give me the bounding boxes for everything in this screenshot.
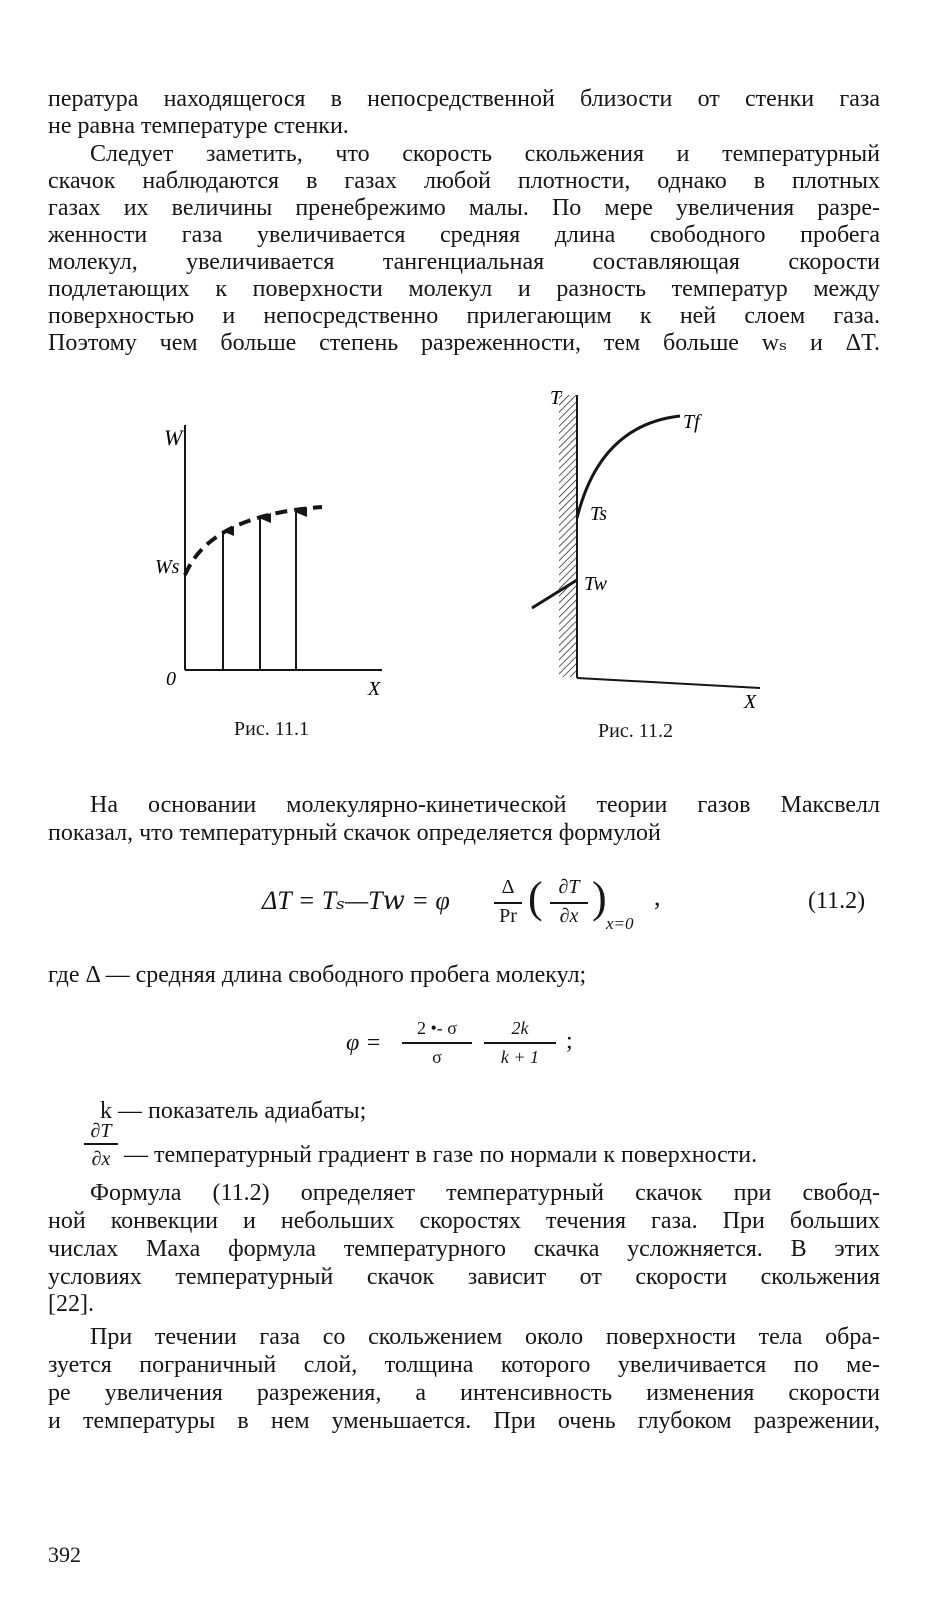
frac-delta-pr [490, 876, 526, 928]
frac-denominator: k + 1 [500, 1047, 540, 1067]
formula-subscript: x=0 [606, 914, 634, 933]
text-line: ной конвекции и небольших скоростях течения газа. При больших [48, 1208, 880, 1234]
text-line: не равна температуре стенки. [48, 113, 349, 139]
text-line: пература находящегося в непосредственной близости от стенки газа [48, 86, 880, 112]
text-line: поверхностью и непосредственно прилегающим к ней слоем газа. [48, 303, 880, 329]
figure-caption: Рис. 11.1 [234, 718, 309, 740]
frac-denominator: ∂x [91, 1148, 111, 1170]
formula-number: (11.2) [808, 888, 866, 914]
paren-close: ) [592, 873, 607, 922]
figure-caption: Рис. 11.2 [598, 720, 673, 742]
text-line: и температуры в нем уменьшается. При очень глубоком разрежении, [48, 1408, 880, 1434]
fig1-label-origin: 0 [166, 668, 176, 690]
fig1-label-w: W [164, 425, 183, 450]
text-line: При течении газа со скольжением около поверхности тела обра- [90, 1324, 880, 1350]
text-line: числах Маха формула температурного скачка усложняется. В этих [48, 1236, 880, 1262]
text-line: подлетающих к поверхности молекул и разность температур между [48, 276, 880, 302]
fig2-label-tw: Tw [584, 573, 607, 595]
text-line: — температурный градиент в газе по нормали к поверхности. [124, 1142, 758, 1168]
frac-numerator: 2 •- σ [417, 1018, 457, 1038]
frac-numerator: ∂T [558, 876, 580, 898]
frac-numerator: ∂T [90, 1120, 112, 1142]
text-line: k — показатель адиабаты; [100, 1098, 367, 1124]
text-line: скачок наблюдаются в газах любой плотности, однако в плотных [48, 168, 880, 194]
fig2-label-ts: Ts [590, 503, 608, 525]
fig1-label-x: X [368, 678, 381, 700]
formula-lhs: ΔT = Tₛ—T𝑤 = φ [262, 886, 450, 915]
phi-semicolon: ; [566, 1028, 573, 1054]
text-line: Формула (11.2) определяет температурный скачок при свобод- [90, 1180, 880, 1206]
fig2-label-tf: Tf [683, 411, 700, 433]
text-line: где Δ — средняя длина свободного пробега молекул; [48, 962, 587, 988]
formula-11-2 [0, 872, 942, 942]
text-line: зуется пограничный слой, толщина которого увеличивается по ме- [48, 1352, 880, 1378]
phi-lhs: φ = [346, 1030, 382, 1056]
paren-open: ( [528, 873, 543, 922]
frac-sigma [402, 1018, 472, 1068]
formula-comma: , [654, 882, 661, 911]
frac-numerator: Δ [501, 876, 515, 898]
text-line: женности газа увеличивается средняя длина свободного пробега [48, 222, 880, 248]
frac-numerator: 2k [511, 1018, 529, 1038]
text-line: молекул, увеличивается тангенциальная составляющая скорости [48, 249, 880, 275]
page-number: 392 [48, 1542, 81, 1567]
text-line: На основании молекулярно-кинетической теории газов Максвелл [90, 792, 880, 818]
formula-phi [0, 1018, 942, 1078]
figure-11-2 [520, 380, 780, 710]
frac-denominator: σ [432, 1047, 442, 1067]
fig2-label-t: T [550, 387, 562, 409]
frac-denominator: ∂x [559, 905, 579, 927]
text-line: газах их величины пренебрежимо малы. По мере увеличения разре- [48, 195, 880, 221]
frac-denominator: Pr [499, 905, 517, 927]
fig1-label-ws: Ws [155, 556, 180, 578]
text-line: Следует заметить, что скорость скольжения и температурный [90, 141, 880, 167]
frac-k [484, 1018, 556, 1068]
text-line: показал, что температурный скачок определяется формулой [48, 820, 661, 846]
figure-11-1 [150, 415, 400, 705]
text-line: Поэтому чем больше степень разреженности, тем больше wₛ и ΔT. [48, 330, 880, 356]
frac-dT-dx [548, 876, 590, 928]
text-line: условиях температурный скачок зависит от скорости скольжения [48, 1264, 880, 1290]
text-line: ре увеличения разрежения, а интенсивность изменения скорости [48, 1380, 880, 1406]
text-line: [22]. [48, 1291, 94, 1317]
grad-fraction [84, 1120, 118, 1171]
fig2-label-x: X [744, 691, 757, 710]
